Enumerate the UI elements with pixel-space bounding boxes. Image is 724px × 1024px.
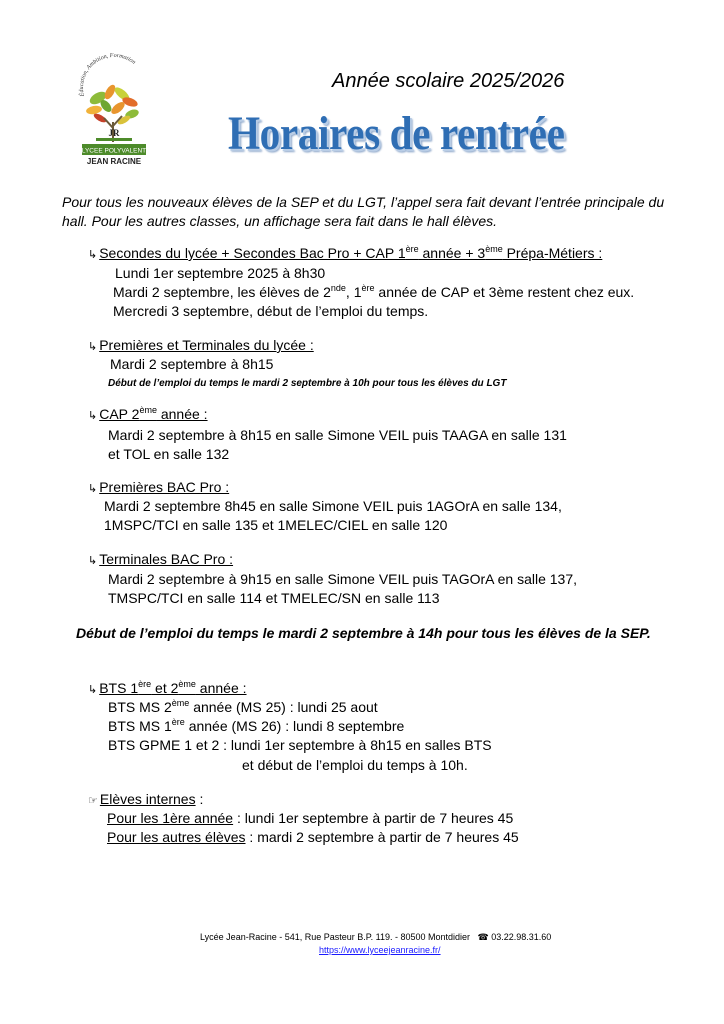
terminales-bacpro-line-2: TMSPC/TCI en salle 114 et TMELEC/SN en salle 113 [108, 590, 440, 606]
cap2-line-1: Mardi 2 septembre à 8h15 en salle Simone VEIL puis TAAGA en salle 131 [108, 427, 567, 443]
arrow-bullet-icon: ↳ [88, 684, 98, 696]
logo-line2: JEAN RACINE [86, 157, 142, 166]
pointing-hand-icon: ☞ [88, 795, 98, 807]
section-premieres-terminales-heading: ↳ Premières et Terminales du lycée : [88, 337, 314, 353]
section-internes-heading: ☞ Elèves internes : [88, 791, 204, 807]
terminales-bacpro-line-1: Mardi 2 septembre à 9h15 en salle Simone VEIL puis TAGOrA en salle 137, [108, 571, 577, 587]
internes-line-1: Pour les 1ère année : lundi 1er septembre à partir de 7 heures 45 [107, 810, 514, 826]
school-year: Année scolaire 2025/2026 [332, 70, 565, 92]
arrow-bullet-icon: ↳ [88, 483, 98, 495]
logo-mark: JR [108, 128, 120, 138]
internes-line-2: Pour les autres élèves : mardi 2 septembre à partir de 7 heures 45 [107, 829, 519, 845]
lgt-schedule-note: Début de l’emploi du temps le mardi 2 septembre à 10h pour tous les élèves du LGT [108, 378, 507, 389]
footer-website-link[interactable]: https://www.lyceejeanracine.fr/ [319, 945, 441, 955]
arrow-bullet-icon: ↳ [88, 410, 98, 422]
secondes-line-2: Mardi 2 septembre, les élèves de 2nde, 1ère année de CAP et 3ème restent chez eux. [113, 283, 635, 300]
heading-text: Secondes du lycée + Secondes Bac Pro + CAP 1ère année + 3ème Prépa-Métiers : [99, 244, 603, 261]
footer-address: Lycée Jean-Racine - 541, Rue Pasteur B.P. 119. - 80500 Montdidier ☎ 03.22.98.31.60 [200, 932, 552, 942]
school-logo [78, 52, 150, 170]
secondes-line-1: Lundi 1er septembre 2025 à 8h30 [115, 265, 326, 281]
logo-line1: LYCEE POLYVALENT [81, 147, 147, 155]
arrow-bullet-icon: ↳ [88, 555, 98, 567]
cap2-line-2: et TOL en salle 132 [108, 446, 230, 462]
premieres-terminales-line-1: Mardi 2 septembre à 8h15 [110, 356, 274, 372]
arrow-bullet-icon: ↳ [88, 249, 98, 261]
bts-line-1: BTS MS 2ème année (MS 25) : lundi 25 aout [108, 698, 378, 715]
intro-paragraph: Pour tous les nouveaux élèves de la SEP et du LGT, l’appel sera fait devant l’entrée principale du hall. Pour les autres classes, un affichage sera fait dans le hall élèves. [62, 194, 665, 229]
bts-line-2: BTS MS 1ère année (MS 26) : lundi 8 septembre [108, 717, 405, 734]
arrow-bullet-icon: ↳ [88, 341, 98, 353]
bts-line-3: BTS GPME 1 et 2 : lundi 1er septembre à 8h15 en salles BTS [108, 737, 492, 753]
section-terminales-bacpro-heading: ↳ Terminales BAC Pro : [88, 551, 234, 567]
premieres-bacpro-line-1: Mardi 2 septembre 8h45 en salle Simone VEIL puis 1AGOrA en salle 134, [104, 498, 562, 514]
secondes-line-3: Mercredi 3 septembre, début de l’emploi du temps. [113, 303, 429, 319]
tree-logo-icon [78, 52, 150, 170]
premieres-bacpro-line-2: 1MSPC/TCI en salle 135 et 1MELEC/CIEL en salle 120 [104, 517, 448, 533]
phone-icon: ☎ [477, 932, 489, 942]
bts-line-4: et début de l’emploi du temps à 10h. [242, 757, 468, 773]
page-title: Horaires de rentrée [228, 107, 565, 160]
sep-schedule-note: Début de l’emploi du temps le mardi 2 septembre à 14h pour tous les élèves de la SEP. [76, 625, 651, 641]
section-bts-heading: ↳ BTS 1ère et 2ème année : [88, 679, 247, 696]
logo-motto: Éducation, Ambition, Formation [78, 52, 137, 97]
section-secondes-heading [88, 244, 602, 264]
section-cap2-heading: ↳ CAP 2ème année : [88, 405, 208, 422]
section-premieres-bacpro-heading: ↳ Premières BAC Pro : [88, 479, 230, 495]
